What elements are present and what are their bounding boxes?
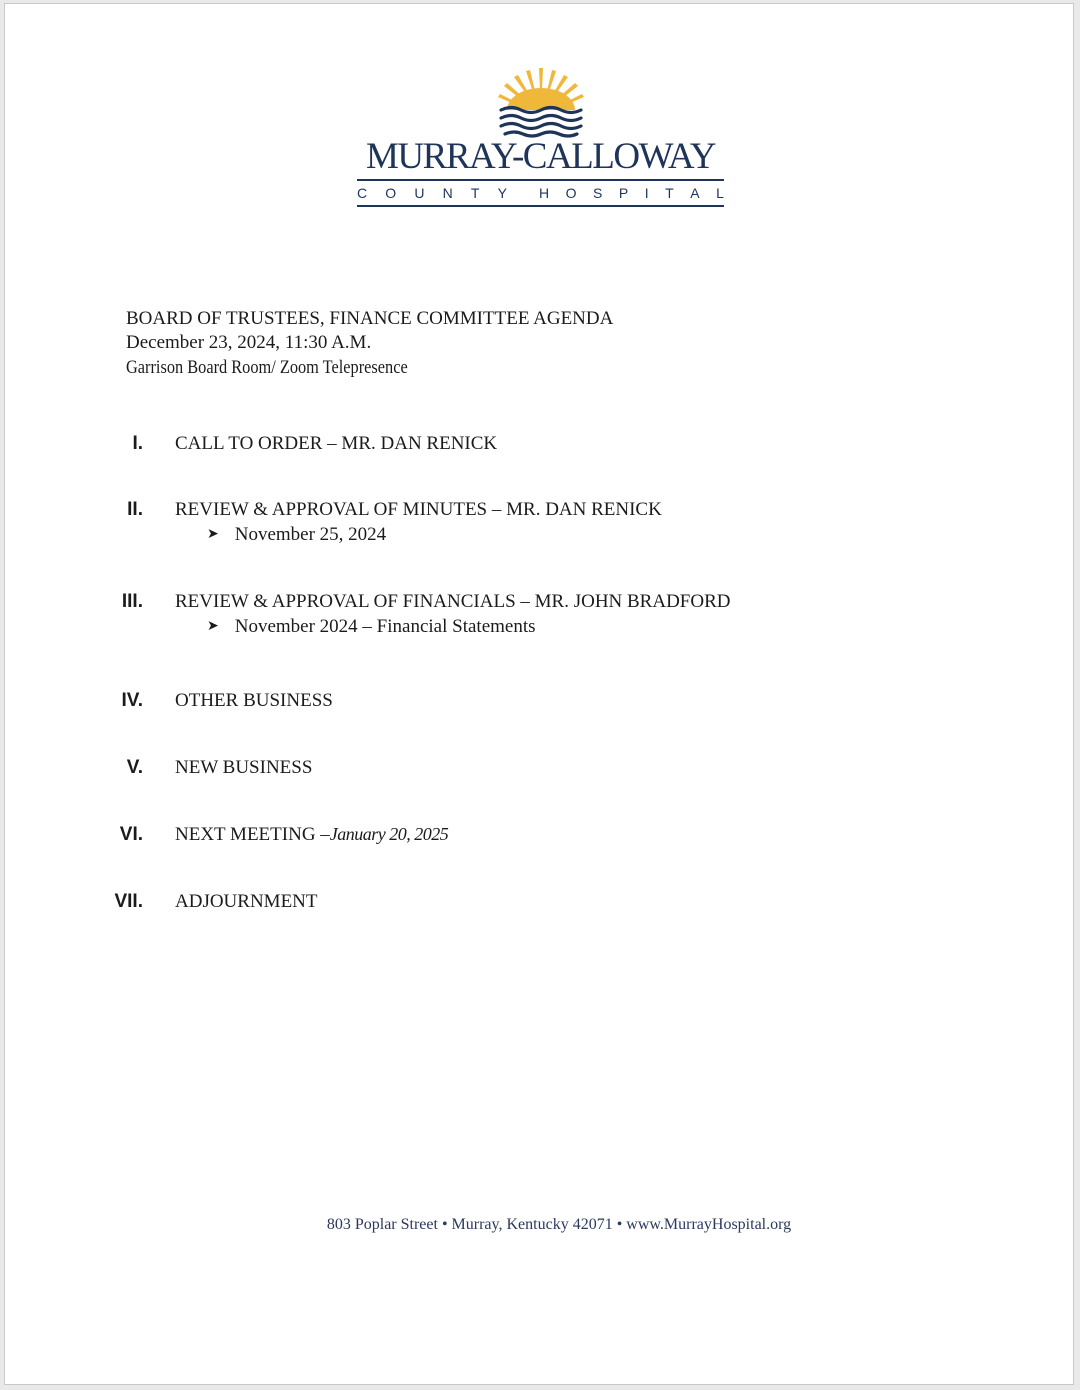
item-number: VII. [114,891,143,912]
item-subpoint [207,616,536,638]
item-title: REVIEW & APPROVAL OF FINANCIALS – MR. JOHN BRADFORD [175,591,731,612]
item-title: NEW BUSINESS [175,757,313,778]
arrow-bullet-icon: ➤ [207,526,219,542]
item-number: II. [127,499,143,520]
item-title [175,824,448,846]
next-meeting-label: NEXT MEETING – [175,824,330,845]
item-title: CALL TO ORDER – MR. DAN RENICK [175,433,498,454]
sun-waves-emblem-icon [493,66,589,138]
subpoint-text: November 2024 – Financial Statements [234,616,536,637]
item-number: IV. [121,690,143,711]
hospital-logo [353,66,728,211]
item-number: VI. [119,824,143,845]
subpoint-text: November 25, 2024 [234,524,387,545]
next-meeting-date: January 20, 2025 [329,824,449,844]
meeting-datetime: December 23, 2024, 11:30 A.M. [126,332,372,353]
logo-rule-top [357,179,724,181]
logo-subtitle-right: H O S P I T A L [539,185,724,201]
item-title: ADJOURNMENT [175,891,318,912]
item-title: REVIEW & APPROVAL OF MINUTES – MR. DAN RENICK [175,499,662,520]
item-subpoint [207,524,386,546]
logo-rule-bottom [357,205,724,207]
item-number: V. [126,757,143,778]
footer-address: 803 Poplar Street • Murray, Kentucky 42071 • www.MurrayHospital.org [326,1216,792,1233]
arrow-bullet-icon: ➤ [207,618,219,634]
logo-wordmark: MURRAY-CALLOWAY [366,136,715,177]
meeting-location: Garrison Board Room/ Zoom Telepresence [126,357,408,378]
agenda-heading: BOARD OF TRUSTEES, FINANCE COMMITTEE AGENDA [126,308,614,329]
logo-subtitle [357,183,724,203]
item-number: III. [121,591,143,612]
document-page [4,3,1074,1385]
item-title: OTHER BUSINESS [175,690,333,711]
item-number: I. [132,433,143,454]
logo-subtitle-left: C O U N T Y [357,185,507,201]
